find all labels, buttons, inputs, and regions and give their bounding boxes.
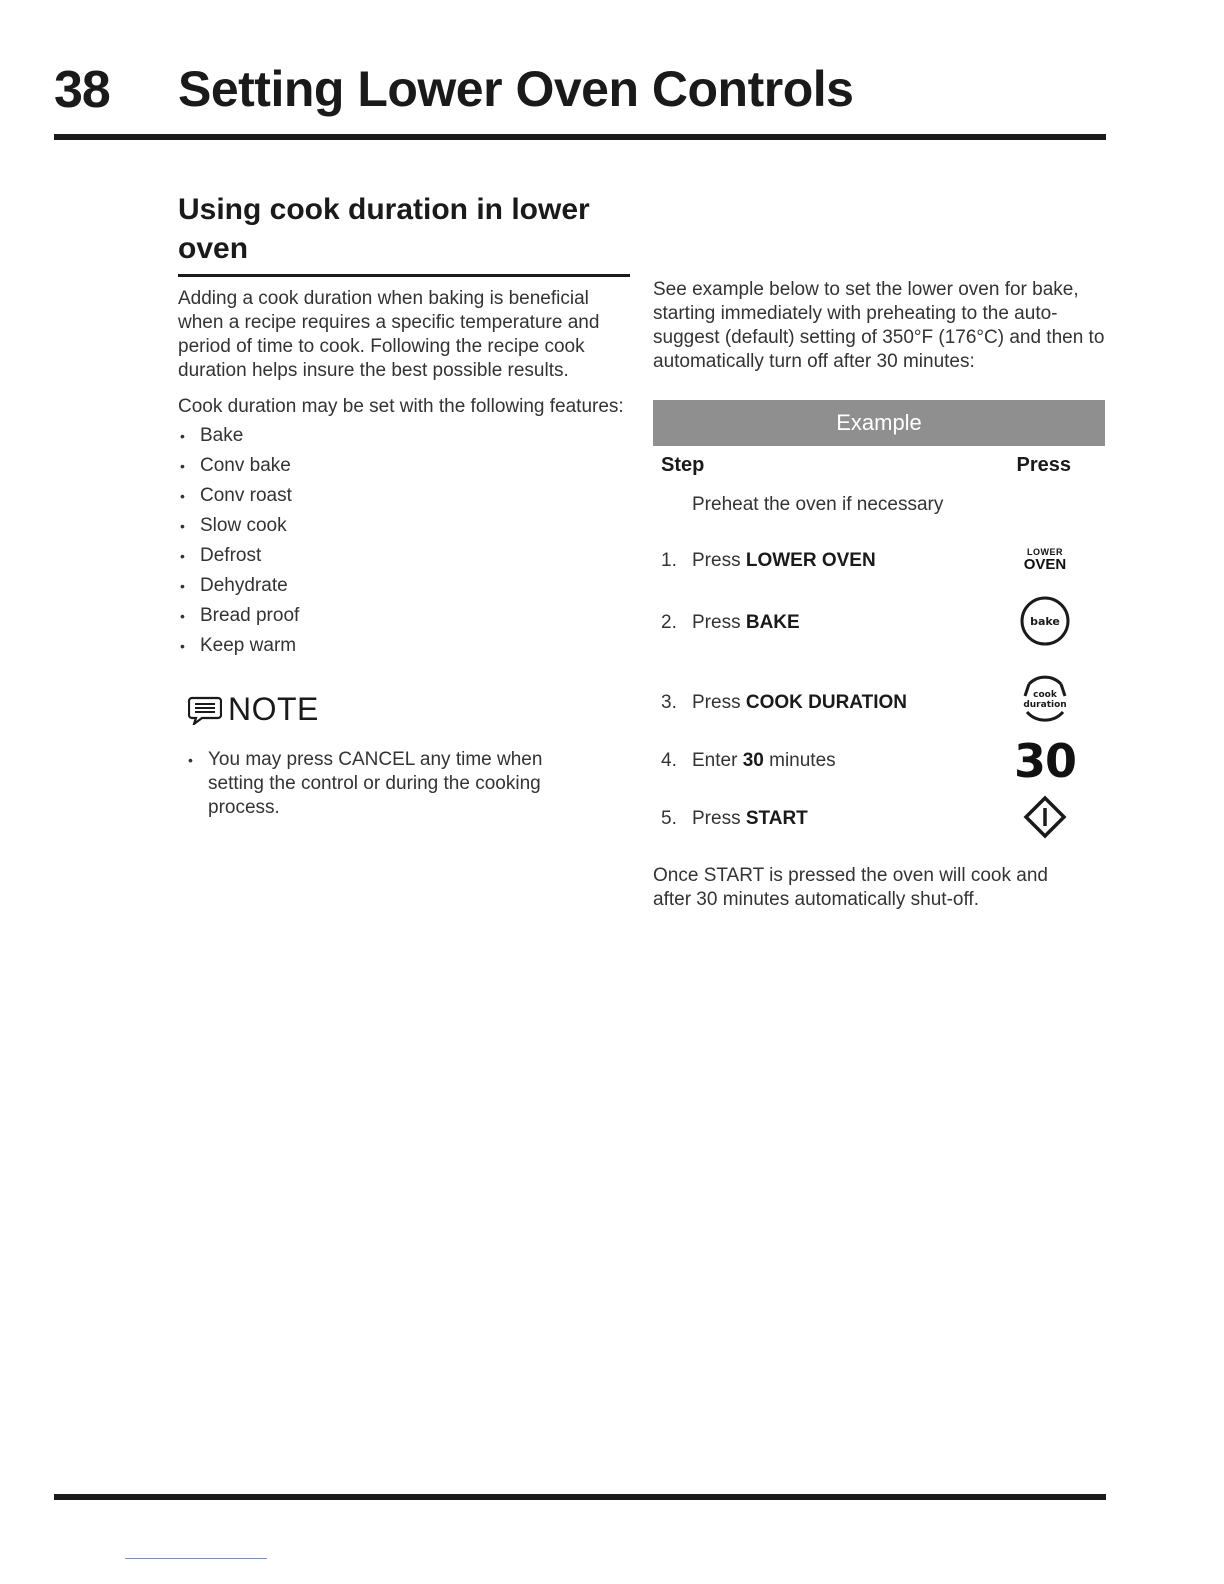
press-column-header: Press [1016, 454, 1071, 476]
header-divider [54, 134, 1106, 140]
list-item: • Bread proof [178, 601, 630, 631]
note-box [188, 691, 630, 820]
preheat-step: Preheat the oven if necessary [692, 494, 944, 515]
step-row-lower-oven [653, 526, 1105, 586]
section-title: Using cook duration in lower oven [178, 193, 590, 265]
cook-duration-label-top: cook [1033, 690, 1057, 700]
step-number: 2. [661, 612, 677, 633]
start-diamond-icon [1015, 794, 1075, 840]
note-header [188, 691, 630, 728]
step-text: Press START [692, 808, 808, 829]
key-label-bottom: OVEN [1023, 556, 1067, 573]
page-number: 38 [54, 61, 110, 119]
step-number: 1. [661, 550, 677, 571]
list-item: • Defrost [178, 541, 630, 571]
left-column [178, 190, 630, 820]
note-item: • You may press CANCEL any time when setting the control or during the cooking process. [188, 748, 568, 820]
cook-duration-key-icon [1015, 670, 1075, 728]
footer-underline [125, 1558, 267, 1559]
example-table-header [653, 446, 1105, 480]
key-label-top: LOWER [1026, 547, 1063, 557]
step-row-enter-minutes [653, 728, 1105, 788]
page-title: Setting Lower Oven Controls [178, 61, 854, 117]
step-number: 4. [661, 750, 677, 771]
footer-divider [54, 1494, 1106, 1500]
step-action: START [745, 808, 808, 829]
step-number: 5. [661, 808, 677, 829]
right-column [653, 278, 1105, 848]
note-title: NOTE [228, 691, 319, 727]
step-text: Press LOWER OVEN [692, 550, 876, 571]
step-action: LOWER OVEN [745, 550, 876, 571]
step-column-header: Step [661, 454, 705, 476]
closing-paragraph: Once START is pressed the oven will cook and after 30 minutes automatically shut-off. [653, 865, 1048, 910]
step-text: Press BAKE [692, 612, 800, 633]
section-divider [178, 274, 630, 277]
feature-list [178, 421, 630, 661]
list-item: • Dehydrate [178, 571, 630, 601]
note-list [188, 748, 630, 820]
number-entry [1015, 734, 1075, 788]
example-intro: See example below to set the lower oven for bake, starting immediately with preheating to the auto-suggest (default) setting of 350°F (176°C) and then to automatically turn off after 30 minutes: [653, 279, 1105, 372]
step-action: 30 [742, 750, 764, 771]
list-item: • Bake [178, 421, 630, 451]
intro-paragraph: Adding a cook duration when baking is beneficial when a recipe requires a specific temperature and period of time to cook. Following the recipe cook duration helps insure the best possible results. [178, 288, 600, 381]
note-icon [188, 695, 222, 725]
bake-key-label: bake [1030, 615, 1060, 628]
example-header-bar [653, 400, 1105, 446]
step-row-bake [653, 586, 1105, 656]
step-text: Press COOK DURATION [692, 692, 907, 713]
step-row-cook-duration [653, 656, 1105, 728]
step-number: 3. [661, 692, 677, 713]
step-action: COOK DURATION [745, 692, 907, 713]
step-action: BAKE [745, 612, 800, 633]
duration-value: 30 [1014, 734, 1077, 788]
list-item: • Slow cook [178, 511, 630, 541]
cook-duration-label-bottom: duration [1023, 700, 1067, 710]
features-intro: Cook duration may be set with the following features: [178, 396, 624, 417]
step-row-start [653, 788, 1105, 848]
example-title: Example [836, 410, 922, 435]
step-text: Enter 30 minutes [692, 750, 836, 771]
page-header [54, 60, 1106, 120]
list-item: • Conv bake [178, 451, 630, 481]
list-item: • Conv roast [178, 481, 630, 511]
lower-oven-key [1015, 548, 1075, 572]
bake-key-icon [1015, 594, 1075, 648]
list-item: • Keep warm [178, 631, 630, 661]
